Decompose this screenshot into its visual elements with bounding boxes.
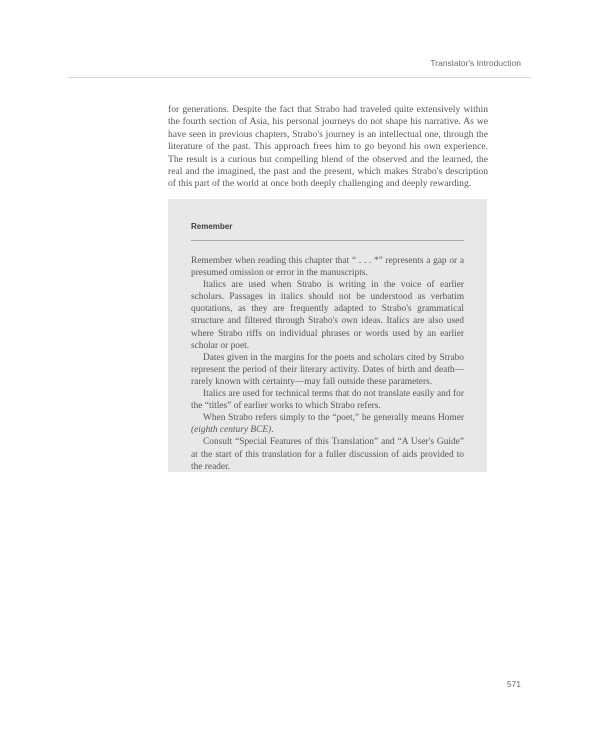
remember-box bbox=[168, 199, 487, 472]
remember-paragraph-dates: Dates given in the margins for the poets and scholars cited by Strabo represent the period of their literary activity. Dates of birth and death—rarely known with certainty—may fall outside these parameters. bbox=[191, 352, 464, 387]
poet-end: . bbox=[271, 425, 274, 436]
poet-text: When Strabo refers simply to the “poet,” he generally means Homer bbox=[203, 413, 464, 424]
running-head: Translator's Introduction bbox=[430, 58, 521, 68]
remember-paragraph-poet bbox=[191, 412, 464, 436]
remember-paragraph-italics: Italics are used when Strabo is writing in the voice of earlier scholars. Passages in italics should not be understood as verbatim quotations, as they are frequently adapted to Strabo's grammatical structure and filtered through Strabo's own ideas. Italics are also used where Strabo riffs on individual phrases or words used by an earlier scholar or poet. bbox=[191, 280, 464, 351]
remember-title: Remember bbox=[191, 222, 233, 231]
remember-paragraph-gap: Remember when reading this chapter that “ . . . *” represents a gap or a presumed omission or error in the manuscripts. bbox=[191, 256, 464, 279]
remember-rule bbox=[191, 240, 464, 241]
header-rule bbox=[68, 77, 531, 78]
remember-paragraph-consult: Consult “Special Features of this Translation” and “A User's Guide” at the start of this translation for a fuller discussion of aids provided to the reader. bbox=[191, 437, 464, 472]
remember-text bbox=[191, 255, 464, 473]
body-paragraph: for generations. Despite the fact that Strabo had traveled quite extensively within the fourth section of Asia, his personal journeys do not shape his narrative. As we have seen in previous chapters, Strabo's journey is an intellectual one, through the literature of the past. This approach frees him to go beyond his own experience. The result is a curious but compelling blend of the observed and the learned, the real and the imagined, the past and the present, which makes Strabo's description of this part of the world at once both deeply challenging and deeply rewarding. bbox=[168, 104, 488, 190]
remember-paragraph-terms: Italics are used for technical terms that do not translate easily and for the “titles” of earlier works to which Strabo refers. bbox=[191, 389, 464, 412]
poet-date: (eighth century BCE) bbox=[191, 425, 272, 436]
page-number: 571 bbox=[506, 679, 521, 689]
